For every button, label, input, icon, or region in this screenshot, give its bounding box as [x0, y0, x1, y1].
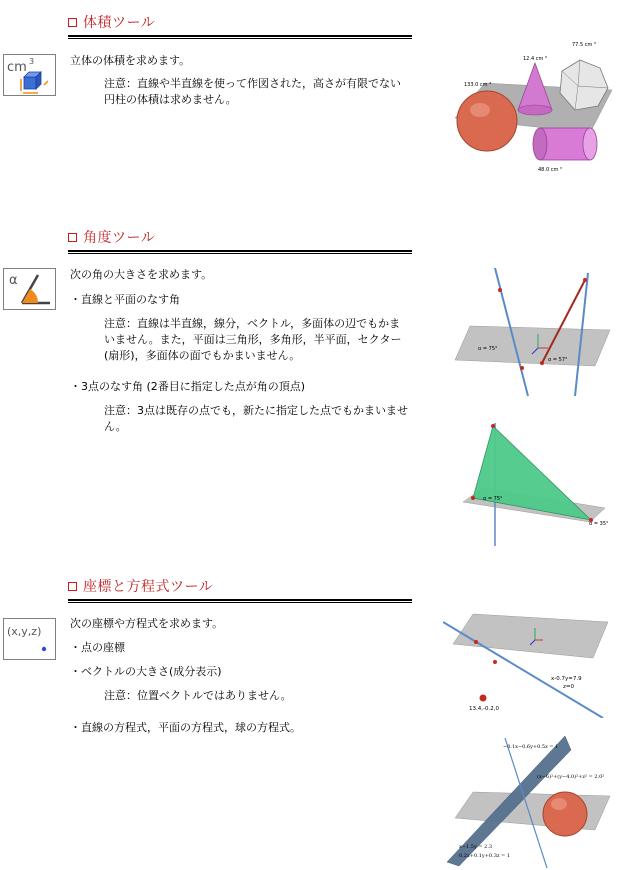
divider	[68, 602, 412, 603]
bullet-item: ・直線の方程式，平面の方程式，球の方程式。	[70, 721, 301, 734]
coordinates-figure-point	[443, 600, 613, 718]
svg-text:3: 3	[29, 57, 35, 66]
angle-figure-three-points	[455, 418, 615, 548]
svg-text:z=0: z=0	[563, 684, 574, 690]
svg-text:α = 35°: α = 35°	[589, 521, 609, 527]
svg-text:α = 75°: α = 75°	[478, 346, 498, 352]
svg-text:13.4,-0.2,0: 13.4,-0.2,0	[469, 706, 499, 712]
intro-text: 次の角の大きさを求めます。	[70, 268, 213, 281]
svg-text:(x−6)²+(y−4.0)²+z² = 2.0²: (x−6)²+(y−4.0)²+z² = 2.0²	[537, 774, 605, 780]
bullet-item: ・3点のなす角 (2番目に指定した点が角の頂点)	[70, 380, 306, 393]
svg-text:77.5 cm ³: 77.5 cm ³	[572, 42, 596, 48]
svg-text:x−1.5y = 2.3: x−1.5y = 2.3	[459, 844, 493, 850]
svg-text:cm: cm	[7, 60, 27, 75]
svg-text:133.0 cm ³: 133.0 cm ³	[464, 82, 492, 88]
checkbox-bullet-icon	[68, 18, 77, 27]
section-title: 角度ツール	[83, 230, 156, 246]
note-text: 注意：直線は半直線，線分，ベクトル，多面体の辺でもかまいません。また，平面は三角形，多角形，半平面，セクター(扇形)，多面体の面でもかまいません。	[104, 317, 402, 362]
svg-text:α = 75°: α = 75°	[483, 496, 503, 502]
bullet-item: ・ベクトルの大きさ(成分表示)	[70, 665, 222, 678]
checkbox-bullet-icon	[68, 233, 77, 242]
divider	[68, 35, 412, 37]
section-header-coordinates	[68, 575, 412, 603]
svg-text:α = 57°: α = 57°	[548, 357, 568, 363]
intro-text: 立体の体積を求めます。	[70, 54, 191, 67]
section-title: 体積ツール	[83, 15, 156, 31]
coordinates-figure-equations	[445, 730, 620, 868]
note-text: 注意：直線や半直線を使って作図された，高さが有限でない円柱の体積は求めません。	[104, 77, 401, 106]
section-header-angle	[68, 226, 412, 254]
svg-text:48.0 cm ³: 48.0 cm ³	[538, 167, 562, 173]
bullet-item: ・直線と平面のなす角	[70, 293, 180, 306]
volume-tool-icon[interactable]	[3, 54, 56, 96]
svg-text:(x,y,z): (x,y,z)	[7, 625, 42, 638]
divider	[68, 250, 412, 252]
angle-figure-line-plane	[450, 268, 615, 398]
svg-text:0.2x+0.1y+0.3z = 1: 0.2x+0.1y+0.3z = 1	[459, 853, 511, 859]
section-header-volume	[68, 11, 412, 39]
checkbox-bullet-icon	[68, 582, 77, 591]
note-text: 注意：3点は既存の点でも，新たに指定した点でもかまいません。	[104, 404, 408, 433]
svg-text:α: α	[9, 273, 18, 288]
divider	[68, 38, 412, 39]
divider	[68, 599, 412, 601]
note-text: 注意：位置ベクトルではありません。	[104, 689, 292, 702]
intro-text: 次の座標や方程式を求めます。	[70, 617, 224, 630]
section-title: 座標と方程式ツール	[83, 579, 214, 595]
coordinates-tool-icon[interactable]	[3, 618, 56, 660]
angle-tool-icon[interactable]	[3, 268, 56, 310]
divider	[68, 253, 412, 254]
svg-text:12.4 cm ³: 12.4 cm ³	[523, 56, 547, 62]
svg-text:x-0.7y=7.9: x-0.7y=7.9	[551, 676, 582, 682]
bullet-item: ・点の座標	[70, 641, 125, 654]
volume-figure	[450, 38, 620, 178]
svg-text:−0.1x−0.6y+0.5z = 1: −0.1x−0.6y+0.5z = 1	[503, 744, 559, 750]
